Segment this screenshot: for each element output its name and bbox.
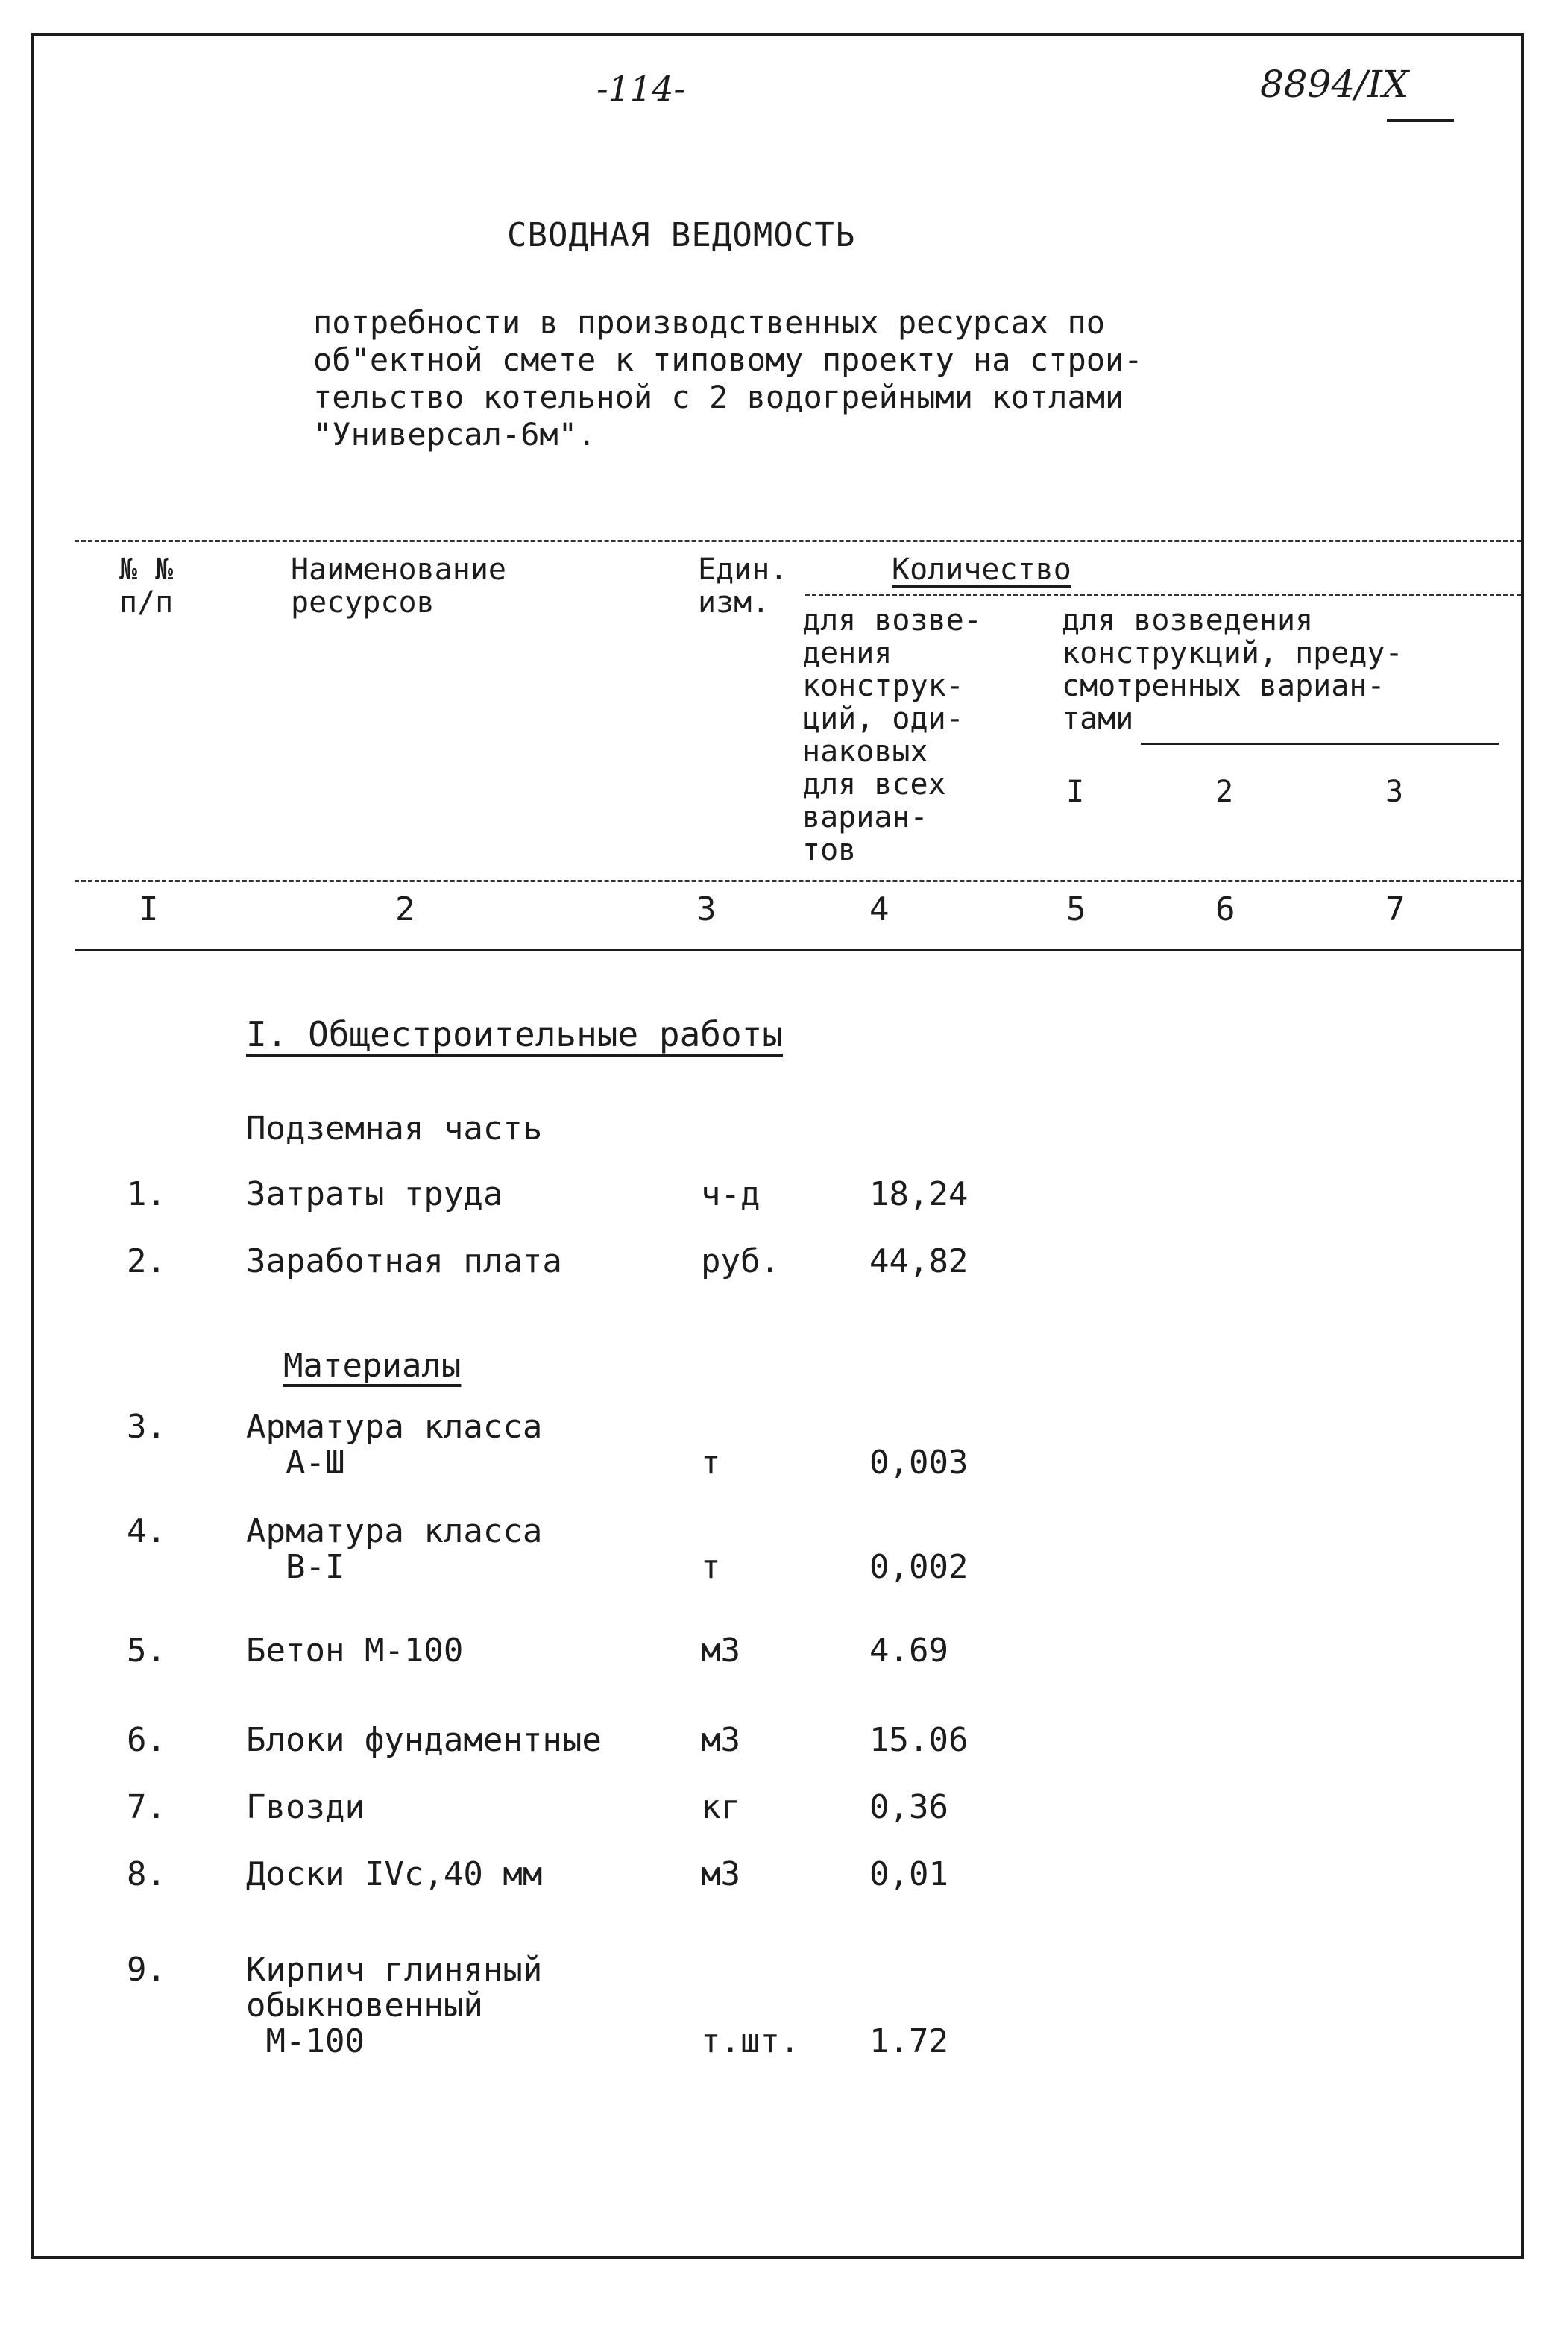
resource-unit: м3: [701, 1855, 740, 1893]
resource-name: Гвозди: [246, 1788, 365, 1826]
column-number-2: 2: [395, 890, 415, 928]
row-number: 5.: [127, 1632, 166, 1670]
resource-name: Арматура класса В-I: [246, 1512, 543, 1586]
col-variants-header: для возведения конструкций, преду- смотренных вариан- тами: [1062, 603, 1403, 736]
row-number: 6.: [127, 1721, 166, 1759]
col-number-header: № № п/п: [119, 553, 174, 620]
row-number: 7.: [127, 1788, 166, 1826]
header-bottom-rule: [75, 880, 1521, 882]
row-number: 4.: [127, 1512, 166, 1550]
header-top-rule: [75, 540, 1521, 542]
document-title: СВОДНАЯ ВЕДОМОСТЬ: [507, 216, 856, 254]
row-number: 8.: [127, 1855, 166, 1893]
column-number-6: 6: [1215, 890, 1235, 928]
col-common-header: для возве- дения конструк- ций, оди- наковых для всех вариан- тов: [802, 603, 982, 867]
resource-quantity: 0,01: [869, 1855, 948, 1893]
resource-quantity: 4.69: [869, 1632, 948, 1670]
resource-name: Арматура класса А-Ш: [246, 1408, 543, 1482]
resource-unit: руб.: [701, 1242, 780, 1280]
variant-2-header: 2: [1215, 775, 1234, 809]
quantity-header: Количество: [892, 553, 1071, 587]
column-number-3: 3: [696, 890, 717, 928]
row-number: 3.: [127, 1408, 166, 1446]
variants-rule: [1141, 743, 1499, 745]
row-number: 2.: [127, 1242, 166, 1280]
section-title: I. Общестроительные работы: [246, 1014, 784, 1054]
document-number: 8894/IX: [1260, 63, 1409, 106]
resource-quantity: 0,003: [869, 1444, 969, 1482]
column-number-1: I: [139, 890, 159, 928]
resource-unit: кг: [701, 1788, 740, 1826]
variant-3-header: 3: [1385, 775, 1404, 809]
document-subtitle: потребности в производственных ресурсах по об"ектной смете к типовому проекту на стрoи- тельство котельной с 2 водогрейными котлами "Универсал-6м".: [313, 304, 1143, 453]
resource-name: Заработная плата: [246, 1242, 562, 1280]
column-number-4: 4: [869, 890, 890, 928]
subsection-title: Подземная часть: [246, 1110, 543, 1148]
variant-1-header: I: [1066, 775, 1085, 809]
resource-name: Блоки фундаментные: [246, 1721, 602, 1759]
resource-unit: ч-д: [701, 1175, 761, 1213]
resource-unit: м3: [701, 1632, 740, 1670]
resource-quantity: 1.72: [869, 2022, 948, 2060]
resource-name: Затраты труда: [246, 1175, 503, 1213]
resource-quantity: 44,82: [869, 1242, 969, 1280]
resource-name: Доски IVс,40 мм: [246, 1855, 543, 1893]
column-numbers-rule: [75, 949, 1521, 951]
col-name-header: Наименование ресурсов: [291, 553, 506, 620]
document-number-underline: [1387, 119, 1454, 122]
col-unit-header: Един. изм.: [698, 553, 788, 620]
column-number-7: 7: [1385, 890, 1405, 928]
resource-unit: т.шт.: [701, 2022, 800, 2060]
page-number: -114-: [596, 69, 685, 109]
column-number-5: 5: [1066, 890, 1086, 928]
resource-unit: м3: [701, 1721, 740, 1759]
row-number: 9.: [127, 1951, 166, 1989]
resource-quantity: 0,002: [869, 1548, 969, 1586]
resource-quantity: 0,36: [869, 1788, 948, 1826]
materials-label: Материалы: [283, 1347, 462, 1385]
resource-quantity: 15.06: [869, 1721, 969, 1759]
resource-unit: т: [701, 1444, 721, 1482]
resource-name: Кирпич глиняный обыкновенный М-100: [246, 1951, 543, 2060]
resource-quantity: 18,24: [869, 1175, 969, 1213]
resource-name: Бетон М-100: [246, 1632, 464, 1670]
row-number: 1.: [127, 1175, 166, 1213]
resource-unit: т: [701, 1548, 721, 1586]
quantity-rule: [805, 594, 1521, 596]
